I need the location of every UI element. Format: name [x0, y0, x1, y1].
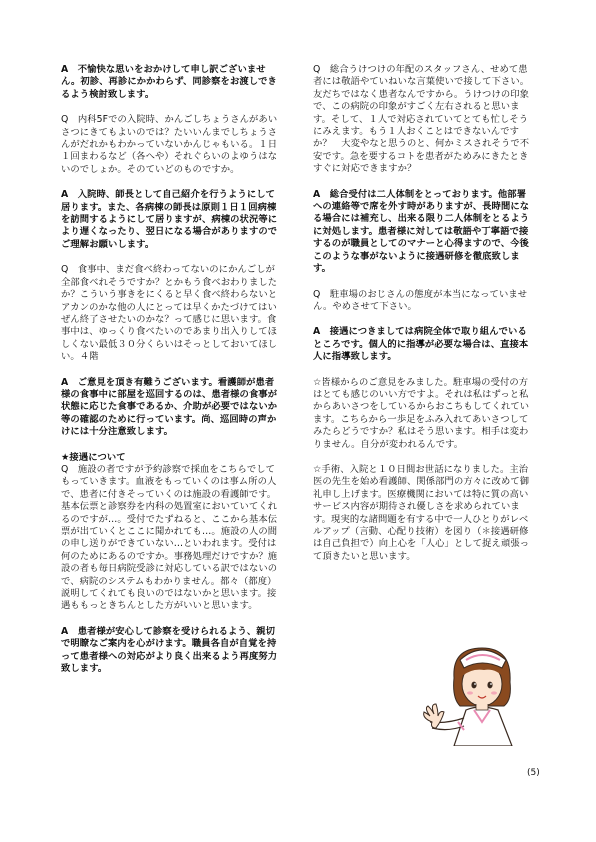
answer-paragraph: A 入院時、師長として自己紹介を行うようにして居ります。また、各病棟の師長は原則１日１回病棟を訪問するようにして居りますが、病棟の状況等により遅くなったり、翌日になる場合がありますのでご理解お願いします。 — [61, 189, 278, 250]
question-paragraph: Q 駐車場のおじさんの態度が本当になっていません。やめさせて下さい。 — [313, 288, 528, 312]
question-paragraph: Q 食事中、まだ食べ終わってないのにかんごしが全部食べれそうですか？とかもう食べおわりましたか？こういう事きをにくると早く食べ終わらないとアカンのかな他の人にとっては早くかたづけてはいぜん終了させたいのかな？って感じに思います。食事中は、ゆっくり食べたいのであまり出入りしてほしくない最低３０分くらいはそっとしておいてほしい。４階 — [61, 264, 278, 363]
question-paragraph: Q 施設の者ですが予約診察で採血をこちらでしてもっていきます。血液をもっていくのは事ム所の人で、患者に付きそっていくのは施設の看護師です。基本伝票と診察券を内科の処置室においていてくれるのですが…。受付でたずねると、ここから基本伝票が出ていくとここに聞かれても…。施設の人の間の申し送りができていない…といわれます。受付は何のためにあるのですか。事務処理だけですか？施設の者も毎日病院受診に対応している訳ではないので、病院のシステムもわかりません。都々（都度）説明してくれても良いのではないかと思います。接遇ももっときちんとした方がいいと思います。 — [61, 463, 278, 612]
nurse-illustration — [418, 638, 542, 746]
answer-paragraph: A 総合受付は二人体制をとっております。他部署への連絡等で席を外す時がありますが、長時間になる場合には補充し、出来る限り二人体制をとるように対処します。患者様に対しては敬語や丁寧語で接するのが職員としてのマナーと心得ますので、今後このような事がないように接遇研修を徹底致します。 — [313, 188, 530, 275]
left-column — [61, 64, 283, 688]
question-paragraph: Q 内科5Fでの入院時、かんごしちょうさんがあいさつにきてもよいのでは？たいいんまでしちょうさんがだれかもわかっていないかんじゃもいる。１日１回まわるなど（各へや）それぐらいのよゆうはないのでしょか。そのていどのものですか。 — [61, 114, 278, 175]
page-number: (5) — [527, 768, 540, 778]
right-column — [313, 64, 535, 576]
question-paragraph: Q 総合うけつけの年配のスタッフさん、せめて患者には敬語やていねいな言葉使いで接して下さい。友だちではなく患者なんですから。うけつけの印象で、この病院の印象がすごく左右されると思います。そして、１人で対応されていてとても忙しそうにみえます。もう１人おくことはできないんですか？ 大変やなと思うのと、何かミスされそうで不安です。急を要するコトを患者がためみにきたときすぐに対応できますか？ — [313, 64, 530, 175]
comment-paragraph: ☆皆様からのご意見をみました。駐車場の受付の方はとても感じのいい方ですよ。それは私はずっと私からあいさつをしているからおこちもしてくれています。こちらから一歩足をふみ入れてあいさつしてみたらどうですか？私はそう思います。相手は変わりません。自分が変われるんです。 — [313, 376, 530, 450]
section-heading: ★接遇について — [61, 451, 126, 463]
answer-paragraph: A ご意見を頂き有難うございます。看護師が患者様の食事中に部屋を巡回するのは、患者様の食事が状態に応じた食事であるか、介助が必要ではないか等の確認のために行っています。尚、巡回時の声かけには十分注意致します。 — [61, 376, 278, 438]
answer-paragraph: A 患者様が安心して診察を受けられるよう、親切で明瞭なご案内を心がけます。職員各自が自覚を持って患者様への対応がより良く出来るよう再度努力致します。 — [61, 625, 278, 675]
comment-paragraph: ☆手術、入院と１０日間お世話になりました。主治医の先生を始め看護師、関係部門の方々に改めて御礼申し上げます。医療機関においては特に質の高いサービス内容が期待され優しさを求められています。現実的な諸問題を有する中で一人ひとりがレベルアップ（言動、心配り技術）を図り（＊接遇研修は自己負担で）向上心を「人心」として捉え頑張って頂きたいと思います。 — [313, 463, 530, 562]
answer-paragraph: A 接遇につきましては病院全体で取り組んでいるところです。個人的に指導が必要な場合は、直接本人に指導致します。 — [313, 326, 529, 363]
answer-paragraph: A 不愉快な思いをおかけして申し訳ございません。初診、再診にかかわらず、同診察をお渡しできるよう検討致します。 — [61, 64, 277, 100]
